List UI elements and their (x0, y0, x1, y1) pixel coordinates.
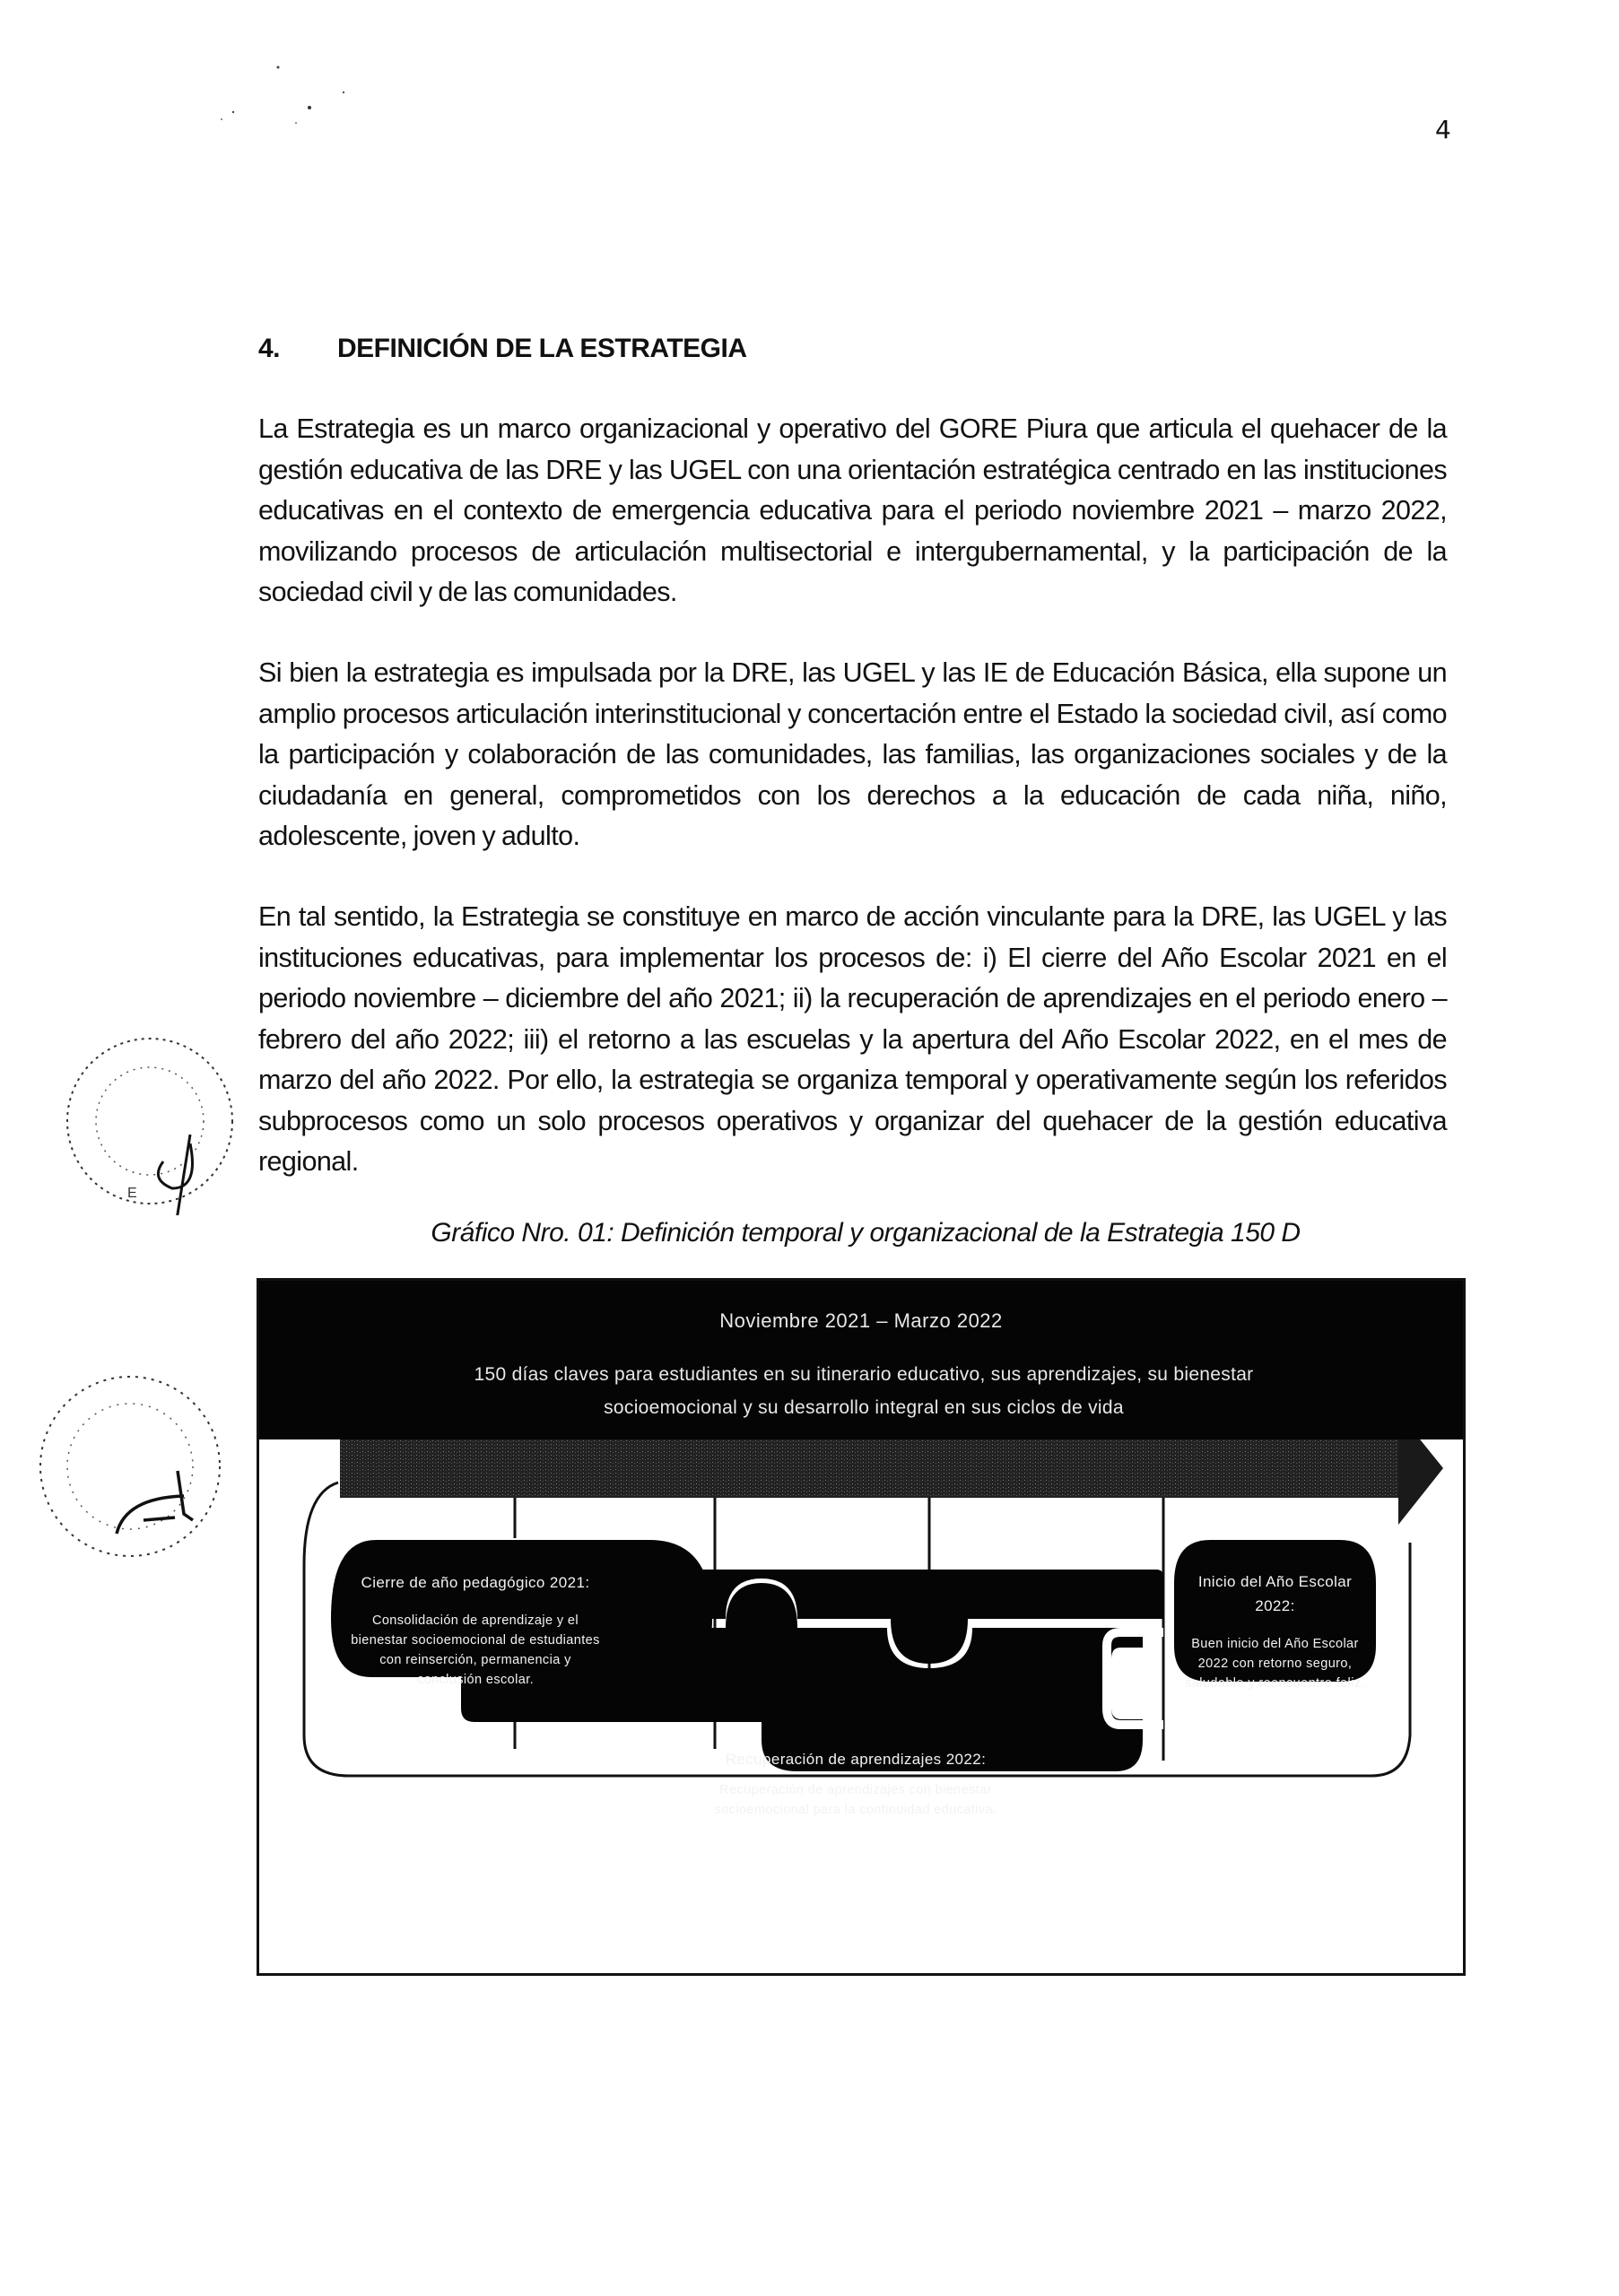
section-heading (258, 334, 747, 364)
official-stamp-icon (56, 1027, 244, 1215)
box-cierre-title: Cierre de año pedagógico 2021: (361, 1574, 590, 1591)
section-number: 4. (258, 334, 281, 363)
paragraph-2: Si bien la estrategia es impulsada por la DRE, las UGEL y las IE de Educación Básica, ella supone un amplio procesos articulación interinstitucional y concertación entre el Estado la sociedad civil, así como la participación y colaboración de las comunidades, las familias, las organizaciones sociales y de la ciudadanía en general, comprometidos con los derechos a la educación de cada niña, niño, adolescente, joven y adulto. (258, 657, 1447, 851)
paragraph-1: La Estrategia es un marco organizacional y operativo del GORE Piura que articula el quehacer de la gestión educativa de las DRE y las UGEL con una orientación estratégica centrado en las instituciones educativas en el contexto de emergencia educativa para el periodo noviembre 2021 – marzo 2022, movilizando procesos de articulación multisectorial e intergubernamental, y la participación de la sociedad civil y de las comunidades. (258, 413, 1447, 607)
box-inicio-text (1183, 1570, 1367, 1693)
figure-description: 150 días claves para estudiantes en su itinerario educativo, sus aprendizajes, su bienestar socioemocional y su desarrollo integral en sus ciclos de vida (474, 1364, 1254, 1418)
section-title: DEFINICIÓN DE LA ESTRATEGIA (337, 334, 747, 363)
figure-period: Noviembre 2021 – Marzo 2022 (719, 1309, 1003, 1332)
timeline-diagram (259, 1439, 1463, 1973)
box-cierre-text (345, 1570, 605, 1690)
box-inicio-body: Buen inicio del Año Escolar 2022 con retorno seguro, saludable y reencuentro feliz. (1185, 1637, 1365, 1691)
strategy-figure (257, 1278, 1466, 1976)
page-number: 4 (1435, 115, 1451, 144)
paragraph-3: En tal sentido, la Estrategia se constituye en marco de acción vinculante para la DRE, las UGEL y las instituciones educativas, para implementar los procesos de: i) El cierre del Año Escolar 2021 en el periodo noviembre – diciembre del año 2021; ii) la recuperación de aprendizajes en el periodo enero – febrero del año 2022; iii) el retorno a las escuelas y la apertura del Año Escolar 2022, en el mes de marzo del año 2022. Por ello, la estrategia se organiza temporal y operativamente según los referidos subprocesos como un solo procesos operativos y organizar del quehacer de la gestión educativa regional. (258, 901, 1447, 1177)
scan-specks (211, 49, 372, 139)
figure-caption: Gráfico Nro. 01: Definición temporal y organizacional de la Estrategia 150 D (431, 1218, 1301, 1248)
box-recuperacion-text (694, 1747, 1017, 1820)
box-inicio-title: Inicio del Año Escolar 2022: (1197, 1573, 1353, 1614)
svg-text:E: E (127, 1186, 137, 1201)
regional-stamp-icon (27, 1363, 233, 1570)
timeline-arrow-icon (340, 1439, 1443, 1525)
box-recuperacion-title: Recuperación de aprendizajes 2022: (725, 1751, 987, 1768)
figure-header (259, 1281, 1463, 1439)
box-cierre-body: Consolidación de aprendizaje y el bienestar socioemocional de estudiantes con reinserción, permanencia y conclusión escolar. (351, 1613, 600, 1687)
box-recuperacion-body: Recuperación de aprendizajes con bienestar socioemocional para la continuidad educativa. (714, 1783, 997, 1817)
